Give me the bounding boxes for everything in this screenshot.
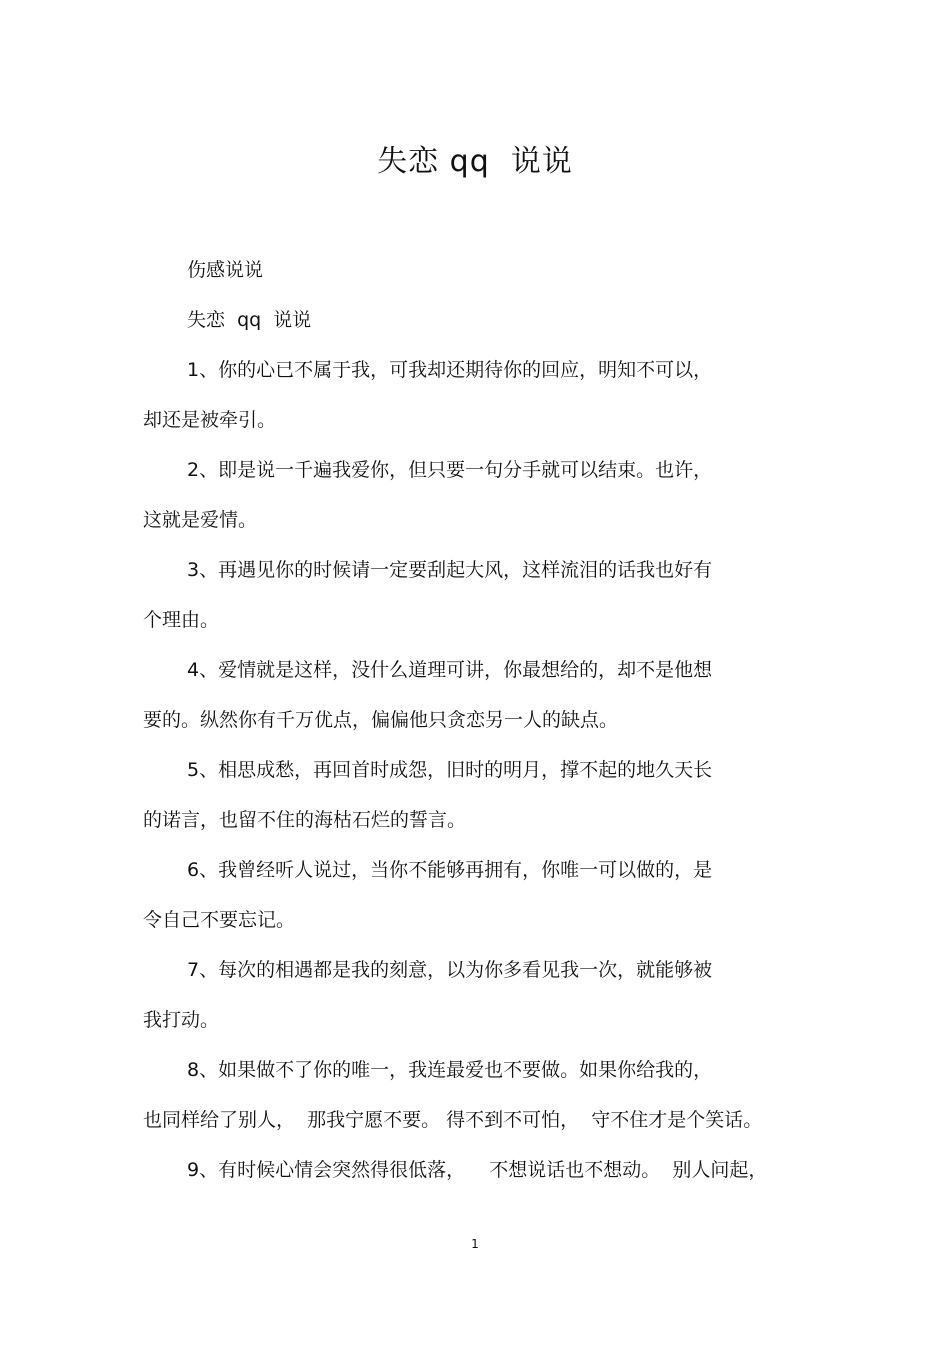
page-number: 1 xyxy=(471,1237,479,1251)
paragraph-line: 2、即是说一千遍我爱你，但只要一句分手就可以结束。也许， xyxy=(187,459,713,481)
paragraph-line: 9、有时候心情会突然得很低落， 不想说话也不想动。 别人问起， xyxy=(187,1159,768,1181)
paragraph-line: 1、你的心已不属于我，可我却还期待你的回应，明知不可以， xyxy=(187,359,713,381)
paragraph-line: 要的。纵然你有千万优点，偏偏他只贪恋另一人的缺点。 xyxy=(143,709,619,731)
paragraph-line: 的诺言，也留不住的海枯石烂的誓言。 xyxy=(143,809,467,831)
paragraph-line: 5、相思成愁，再回首时成怨，旧时的明月，撑不起的地久天长 xyxy=(187,759,713,781)
section-heading: 伤感说说 xyxy=(187,259,264,281)
document-title: 失恋 qq 说说 xyxy=(377,144,573,179)
paragraph-line: 令自己不要忘记。 xyxy=(143,909,296,931)
paragraph-line: 3、再遇见你的时候请一定要刮起大风，这样流泪的话我也好有 xyxy=(187,559,713,581)
section-subheading: 失恋 qq 说说 xyxy=(187,309,312,331)
paragraph-line: 却还是被牵引。 xyxy=(143,409,277,431)
paragraph-line: 4、爱情就是这样，没什么道理可讲，你最想给的，却不是他想 xyxy=(187,659,713,681)
paragraph-line: 8、如果做不了你的唯一，我连最爱也不要做。如果你给我的， xyxy=(187,1059,713,1081)
paragraph-line: 我打动。 xyxy=(143,1009,220,1031)
paragraph-line: 6、我曾经听人说过，当你不能够再拥有，你唯一可以做的，是 xyxy=(187,859,713,881)
paragraph-line: 也同样给了别人， 那我宁愿不要。 得不到不可怕， 守不住才是个笑话。 xyxy=(143,1109,763,1131)
paragraph-line: 7、每次的相遇都是我的刻意，以为你多看见我一次，就能够被 xyxy=(187,959,713,981)
paragraph-line: 这就是爱情。 xyxy=(143,509,258,531)
paragraph-line: 个理由。 xyxy=(143,609,220,631)
